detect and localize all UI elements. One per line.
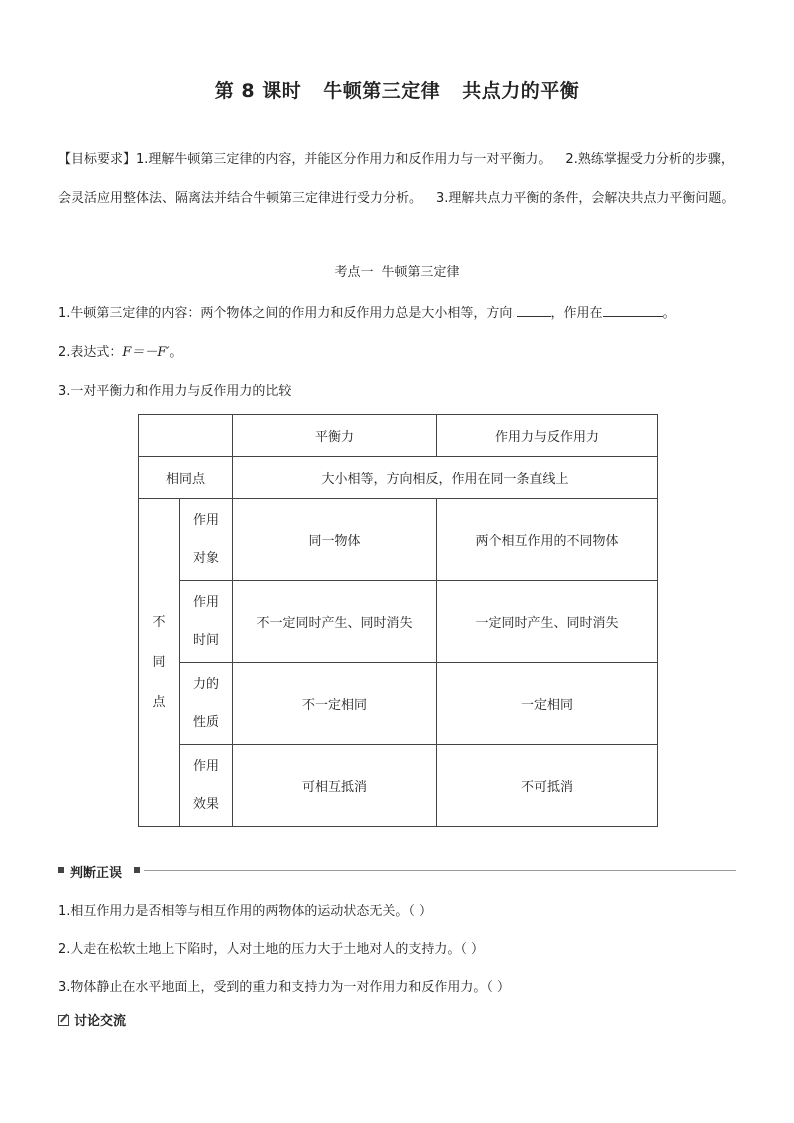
item-3-heading: 3.一对平衡力和作用力与反作用力的比较	[58, 384, 292, 399]
row-label-line: 力的	[192, 676, 219, 692]
row-label-line: 作用	[192, 594, 219, 610]
item-2-end: 。	[169, 345, 183, 360]
section-name: 牛顿第三定律	[381, 265, 460, 280]
cell-action: 不可抵消	[437, 745, 658, 827]
row-label-line: 对象	[192, 550, 219, 566]
fill-blank-acting-on[interactable]	[603, 302, 663, 317]
row-label-line: 作用	[192, 512, 219, 528]
objectives-tag: 【目标要求】	[58, 152, 137, 167]
comparison-table	[138, 414, 658, 827]
table-row	[139, 581, 658, 663]
diff-label	[139, 499, 180, 827]
row-label-line: 效果	[192, 796, 219, 812]
cell-action: 两个相互作用的不同物体	[437, 499, 658, 581]
row-label-line: 作用	[192, 758, 219, 774]
learning-objectives	[58, 140, 738, 218]
judge-question-3: 3.物体静止在水平地面上，受到的重力和支持力为一对作用力和反作用力。（ ）	[58, 980, 511, 995]
table-row-same	[139, 457, 658, 499]
fill-blank-direction[interactable]	[517, 302, 551, 317]
objective-1: 1.理解牛顿第三定律的内容，并能区分作用力和反作用力与一对平衡力。	[136, 152, 552, 167]
cell-balance: 同一物体	[233, 499, 437, 581]
judge-question-2: 2.人走在松软土地上下陷时，人对土地的压力大于土地对人的支持力。（ ）	[58, 942, 485, 957]
edit-icon	[58, 1015, 69, 1026]
row-label-time	[180, 581, 233, 663]
header-action-reaction: 作用力与反作用力	[437, 415, 658, 457]
same-value: 大小相等，方向相反，作用在同一条直线上	[233, 457, 658, 499]
section-heading	[0, 261, 794, 280]
table-row	[139, 745, 658, 827]
item-1-text-c: 。	[662, 306, 676, 321]
objective-3: 3.理解共点力平衡的条件，会解决共点力平衡问题。	[436, 191, 735, 206]
diff-label-char: 不	[152, 614, 166, 630]
judge-question-1: 1.相互作用力是否相等与相互作用的两物体的运动状态无关。（ ）	[58, 904, 433, 919]
row-label-line: 时间	[192, 632, 219, 648]
header-empty-cell	[139, 415, 233, 457]
formula: F＝－F′	[122, 345, 170, 360]
square-bullet-icon	[134, 867, 140, 873]
table-row	[139, 499, 658, 581]
divider	[144, 870, 736, 871]
cell-balance: 不一定相同	[233, 663, 437, 745]
page-title	[0, 76, 794, 103]
row-label-nature	[180, 663, 233, 745]
diff-label-char: 点	[152, 694, 166, 710]
discussion-heading	[58, 1010, 126, 1029]
cell-balance: 可相互抵消	[233, 745, 437, 827]
item-1-text-b: ，作用在	[550, 306, 603, 321]
title-topic-2: 共点力的平衡	[462, 80, 580, 102]
diff-label-char: 同	[152, 654, 166, 670]
judge-label: 判断正误	[70, 866, 123, 881]
title-topic-1: 牛顿第三定律	[323, 80, 441, 102]
discussion-label: 讨论交流	[74, 1014, 127, 1029]
item-1-text-a: 1.牛顿第三定律的内容：两个物体之间的作用力和反作用力总是大小相等，方向	[58, 306, 513, 321]
item-1-content	[58, 302, 676, 321]
table-header-row	[139, 415, 658, 457]
cell-action: 一定相同	[437, 663, 658, 745]
row-label-effect	[180, 745, 233, 827]
item-2-label: 2.表达式：	[58, 345, 123, 360]
row-label-object	[180, 499, 233, 581]
section-number: 考点一	[334, 265, 374, 280]
square-bullet-icon	[58, 867, 64, 873]
same-label: 相同点	[139, 457, 233, 499]
title-lesson: 第 8 课时	[214, 80, 302, 102]
judge-section-header	[58, 862, 736, 880]
row-label-line: 性质	[192, 714, 219, 730]
header-balance: 平衡力	[233, 415, 437, 457]
table-row	[139, 663, 658, 745]
cell-action: 一定同时产生、同时消失	[437, 581, 658, 663]
objective-2: 2.熟练掌握受力分析的步骤，会灵活应用整体法、隔离法并结合牛顿第三定律进行受力分析。	[58, 152, 734, 206]
cell-balance: 不一定同时产生、同时消失	[233, 581, 437, 663]
item-2-expression	[58, 341, 182, 360]
